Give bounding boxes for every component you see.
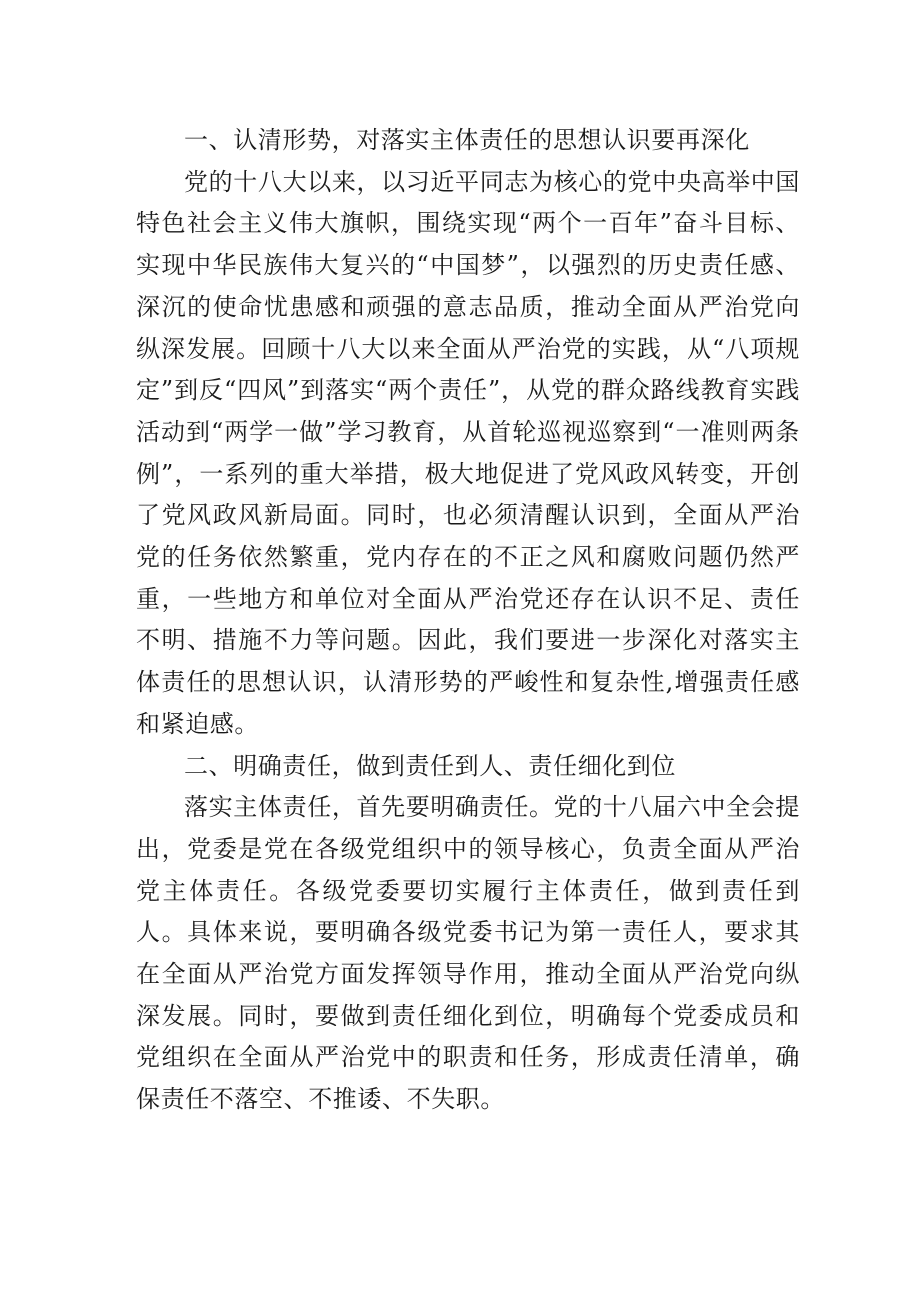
section2-paragraph: 落实主体责任，首先要明确责任。党的十八届六中全会提出，党委是党在各级党组织中的领导核心，负责全面从严治党主体责任。各级党委要切实履行主体责任，做到责任到人。具体来说，要明确各级党委书记为第一责任人，要求其在全面从严治党方面发挥领导作用，推动全面从严治党向纵深发展。同时，要做到责任细化到位，明确每个党委成员和党组织在全面从严治党中的职责和任务，形成责任清单，确保责任不落空、不推诿、不失职。: [136, 793, 800, 1114]
section2-heading: 二、明确责任，做到责任到人、责任细化到位: [184, 751, 676, 780]
section1-paragraph: 党的十八大以来，以习近平同志为核心的党中央高举中国特色社会主义伟大旗帜，围绕实现“两个一百年”奋斗目标、实现中华民族伟大复兴的“中国梦”，以强烈的历史责任感、深沉的使命忧患感和顽强的意志品质，推动全面从严治党向纵深发展。回顾十八大以来全面从严治党的实践，从“八项规定”到反“四风”到落实“两个责任”，从党的群众路线教育实践活动到“两学一做”学习教育，从首轮巡视巡察到“一准则两条例”，一系列的重大举措，极大地促进了党风政风转变，开创了党风政风新局面。同时，也必须清醒认识到，全面从严治党的任务依然繁重，党内存在的不正之风和腐败问题仍然严重，一些地方和单位对全面从严治党还存在认识不足、责任不明、措施不力等问题。因此，我们要进一步深化对落实主体责任的思想认识，认清形势的严峻性和复杂性,增强责任感和紧迫感。: [136, 167, 800, 738]
document-body: [136, 120, 800, 1121]
section1-heading: 一、认清形势，对落实主体责任的思想认识要再深化: [184, 126, 750, 154]
